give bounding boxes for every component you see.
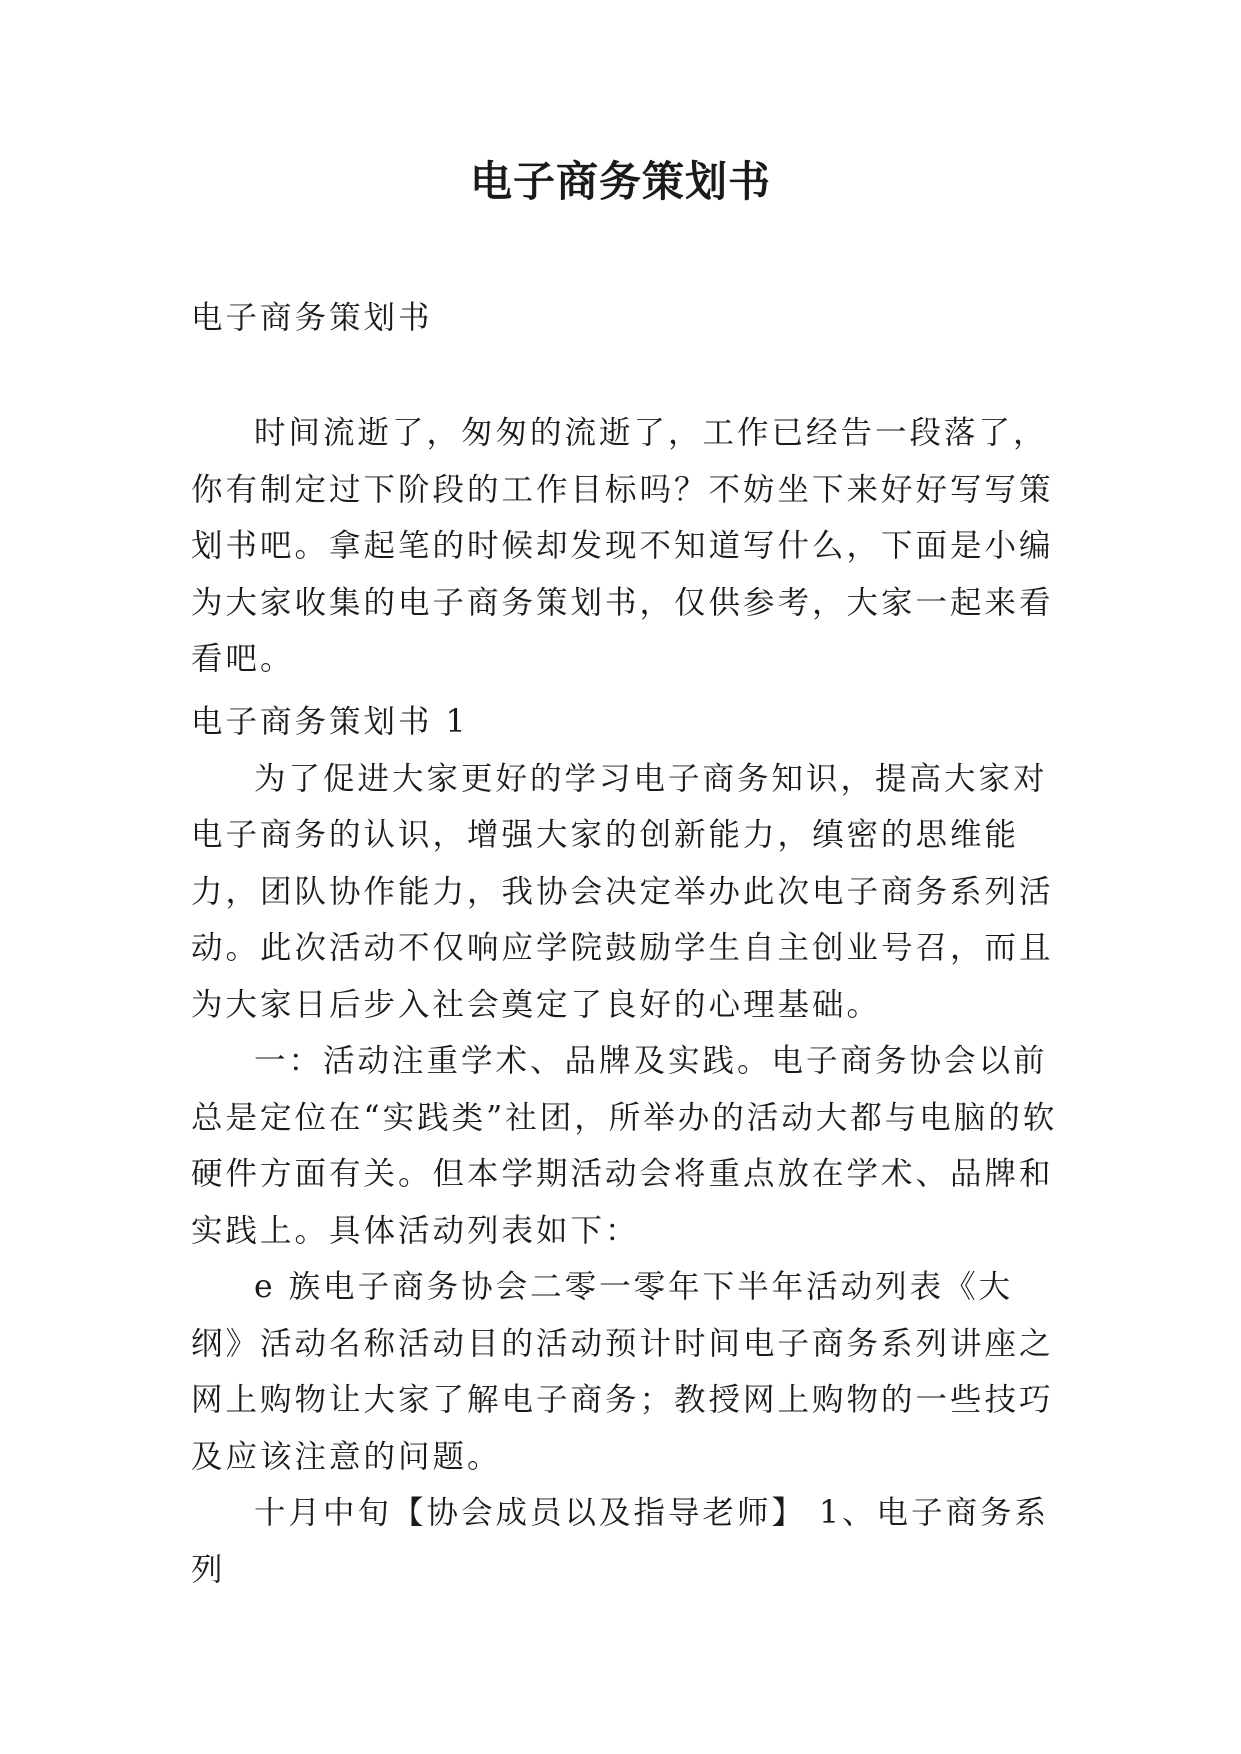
section-1: [191, 694, 1061, 1598]
document-subtitle: 电子商务策划书: [191, 300, 433, 336]
section-1-paragraph-3: e 族电子商务协会二零一零年下半年活动列表《大纲》活动名称活动目的活动预计时间电子商务系列讲座之网上购物让大家了解电子商务；教授网上购物的一些技巧及应该注意的问题。: [191, 1269, 1054, 1475]
section-1-paragraph-1: 为了促进大家更好的学习电子商务知识，提高大家对电子商务的认识，增强大家的创新能力，缜密的思维能力，团队协作能力，我协会决定举办此次电子商务系列活动。此次活动不仅响应学院鼓励学生自主创业号召，而且为大家日后步入社会奠定了良好的心理基础。: [191, 760, 1054, 1023]
section-1-paragraph-2: 一：活动注重学术、品牌及实践。电子商务协会以前总是定位在“实践类”社团，所举办的活动大都与电脑的软硬件方面有关。但本学期活动会将重点放在学术、品牌和实践上。具体活动列表如下：: [191, 1043, 1058, 1249]
section-1-heading: 电子商务策划书 1: [191, 704, 469, 740]
section-1-paragraph-4: 十月中旬【协会成员以及指导老师】 1、电子商务系列: [191, 1495, 1050, 1588]
intro-paragraph: 时间流逝了，匆匆的流逝了，工作已经告一段落了，你有制定过下阶段的工作目标吗？不妨坐下来好好写写策划书吧。拿起笔的时候却发现不知道写什么，下面是小编为大家收集的电子商务策划书，仅供参考，大家一起来看看吧。: [191, 415, 1054, 677]
document-title: 电子商务策划书: [469, 157, 771, 206]
